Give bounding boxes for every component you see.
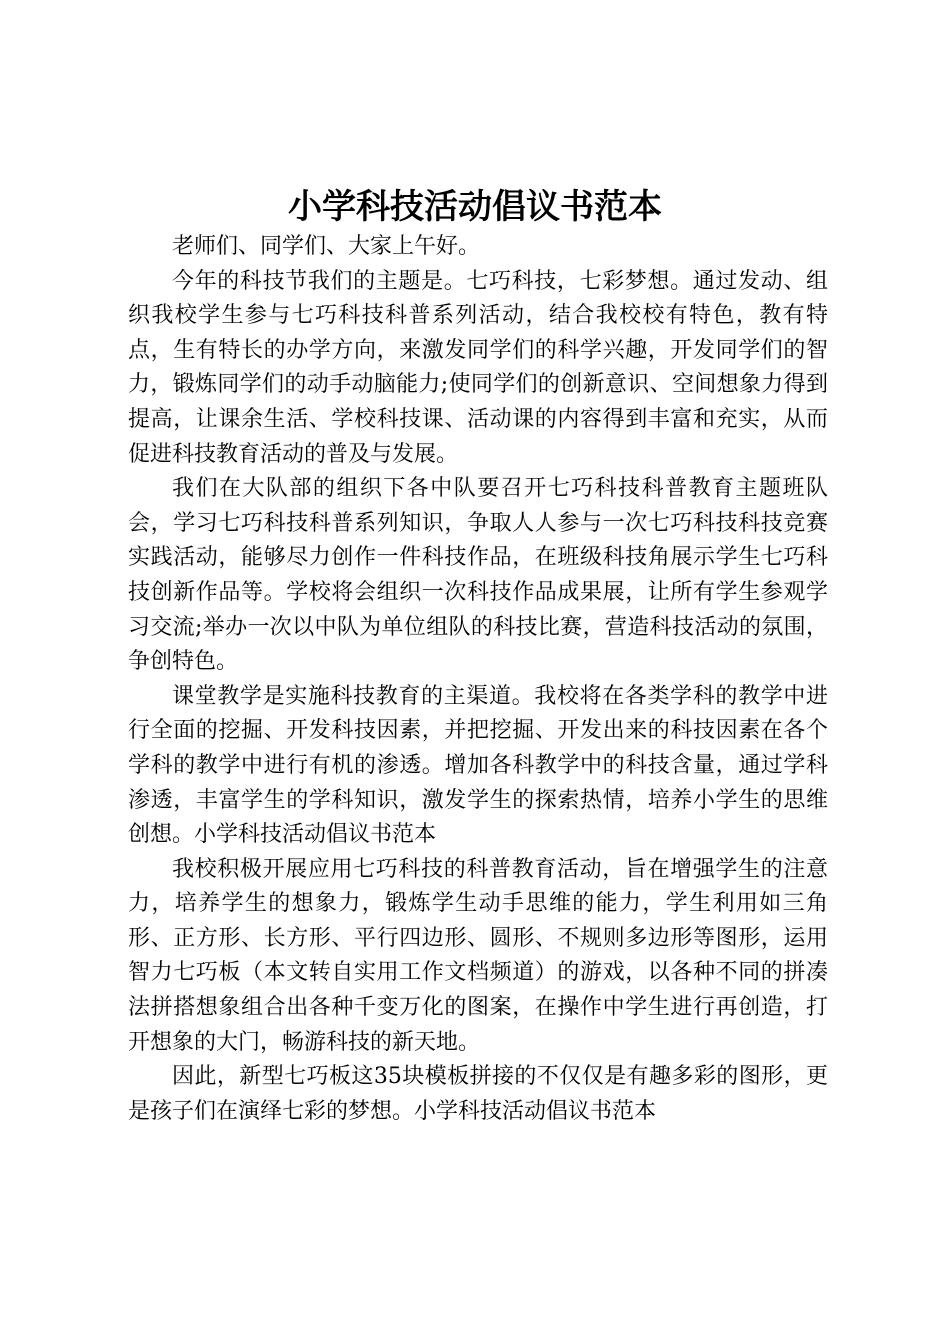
paragraph-classroom: 课堂教学是实施科技教育的主渠道。我校将在各类学科的教学中进行全面的挖掘、开发科技因素，并把挖掘、开发出来的科技因素在各个学科的教学中进行有机的渗透。增加各科教学中的科技含量，通过学科渗透，丰富学生的学科知识，激发学生的探索热情，培养小学生的思维创想。小学科技活动倡议书范本	[128, 683, 828, 848]
document-title: 小学科技活动倡议书范本	[288, 187, 662, 227]
paragraph-greeting: 老师们、同学们、大家上午好。	[172, 234, 481, 259]
document-body	[128, 230, 828, 1129]
paragraph-conclusion: 因此，新型七巧板这35块模板拼接的不仅仅是有趣多彩的图形，更是孩子们在演绎七彩的梦想。小学科技活动倡议书范本	[128, 1064, 828, 1124]
paragraph-tangram: 我校积极开展应用七巧科技的科普教育活动，旨在增强学生的注意力，培养学生的想象力，锻炼学生动手思维的能力，学生利用如三角形、正方形、长方形、平行四边形、圆形、不规则多边形等图形，运用智力七巧板（本文转自实用工作文档频道）的游戏，以各种不同的拼凑法拼搭想象组合出各种千变万化的图案，在操作中学生进行再创造，打开想象的大门，畅游科技的新天地。	[128, 856, 828, 1055]
paragraph-activities: 我们在大队部的组织下各中队要召开七巧科技科普教育主题班队会，学习七巧科技科普系列知识，争取人人参与一次七巧科技科技竞赛实践活动，能够尽力创作一件科技作品，在班级科技角展示学生七巧科技创新作品等。学校将会组织一次科技作品成果展，让所有学生参观学习交流;举办一次以中队为单位组队的科技比赛，营造科技活动的氛围，争创特色。	[128, 476, 828, 675]
paragraph-theme: 今年的科技节我们的主题是。七巧科技，七彩梦想。通过发动、组织我校学生参与七巧科技科普系列活动，结合我校校有特色，教有特点，生有特长的办学方向，来激发同学们的科学兴趣，开发同学们的智力，锻炼同学们的动手动脑能力;使同学们的创新意识、空间想象力得到提高，让课余生活、学校科技课、活动课的内容得到丰富和充实，从而促进科技教育活动的普及与发展。	[128, 268, 828, 467]
